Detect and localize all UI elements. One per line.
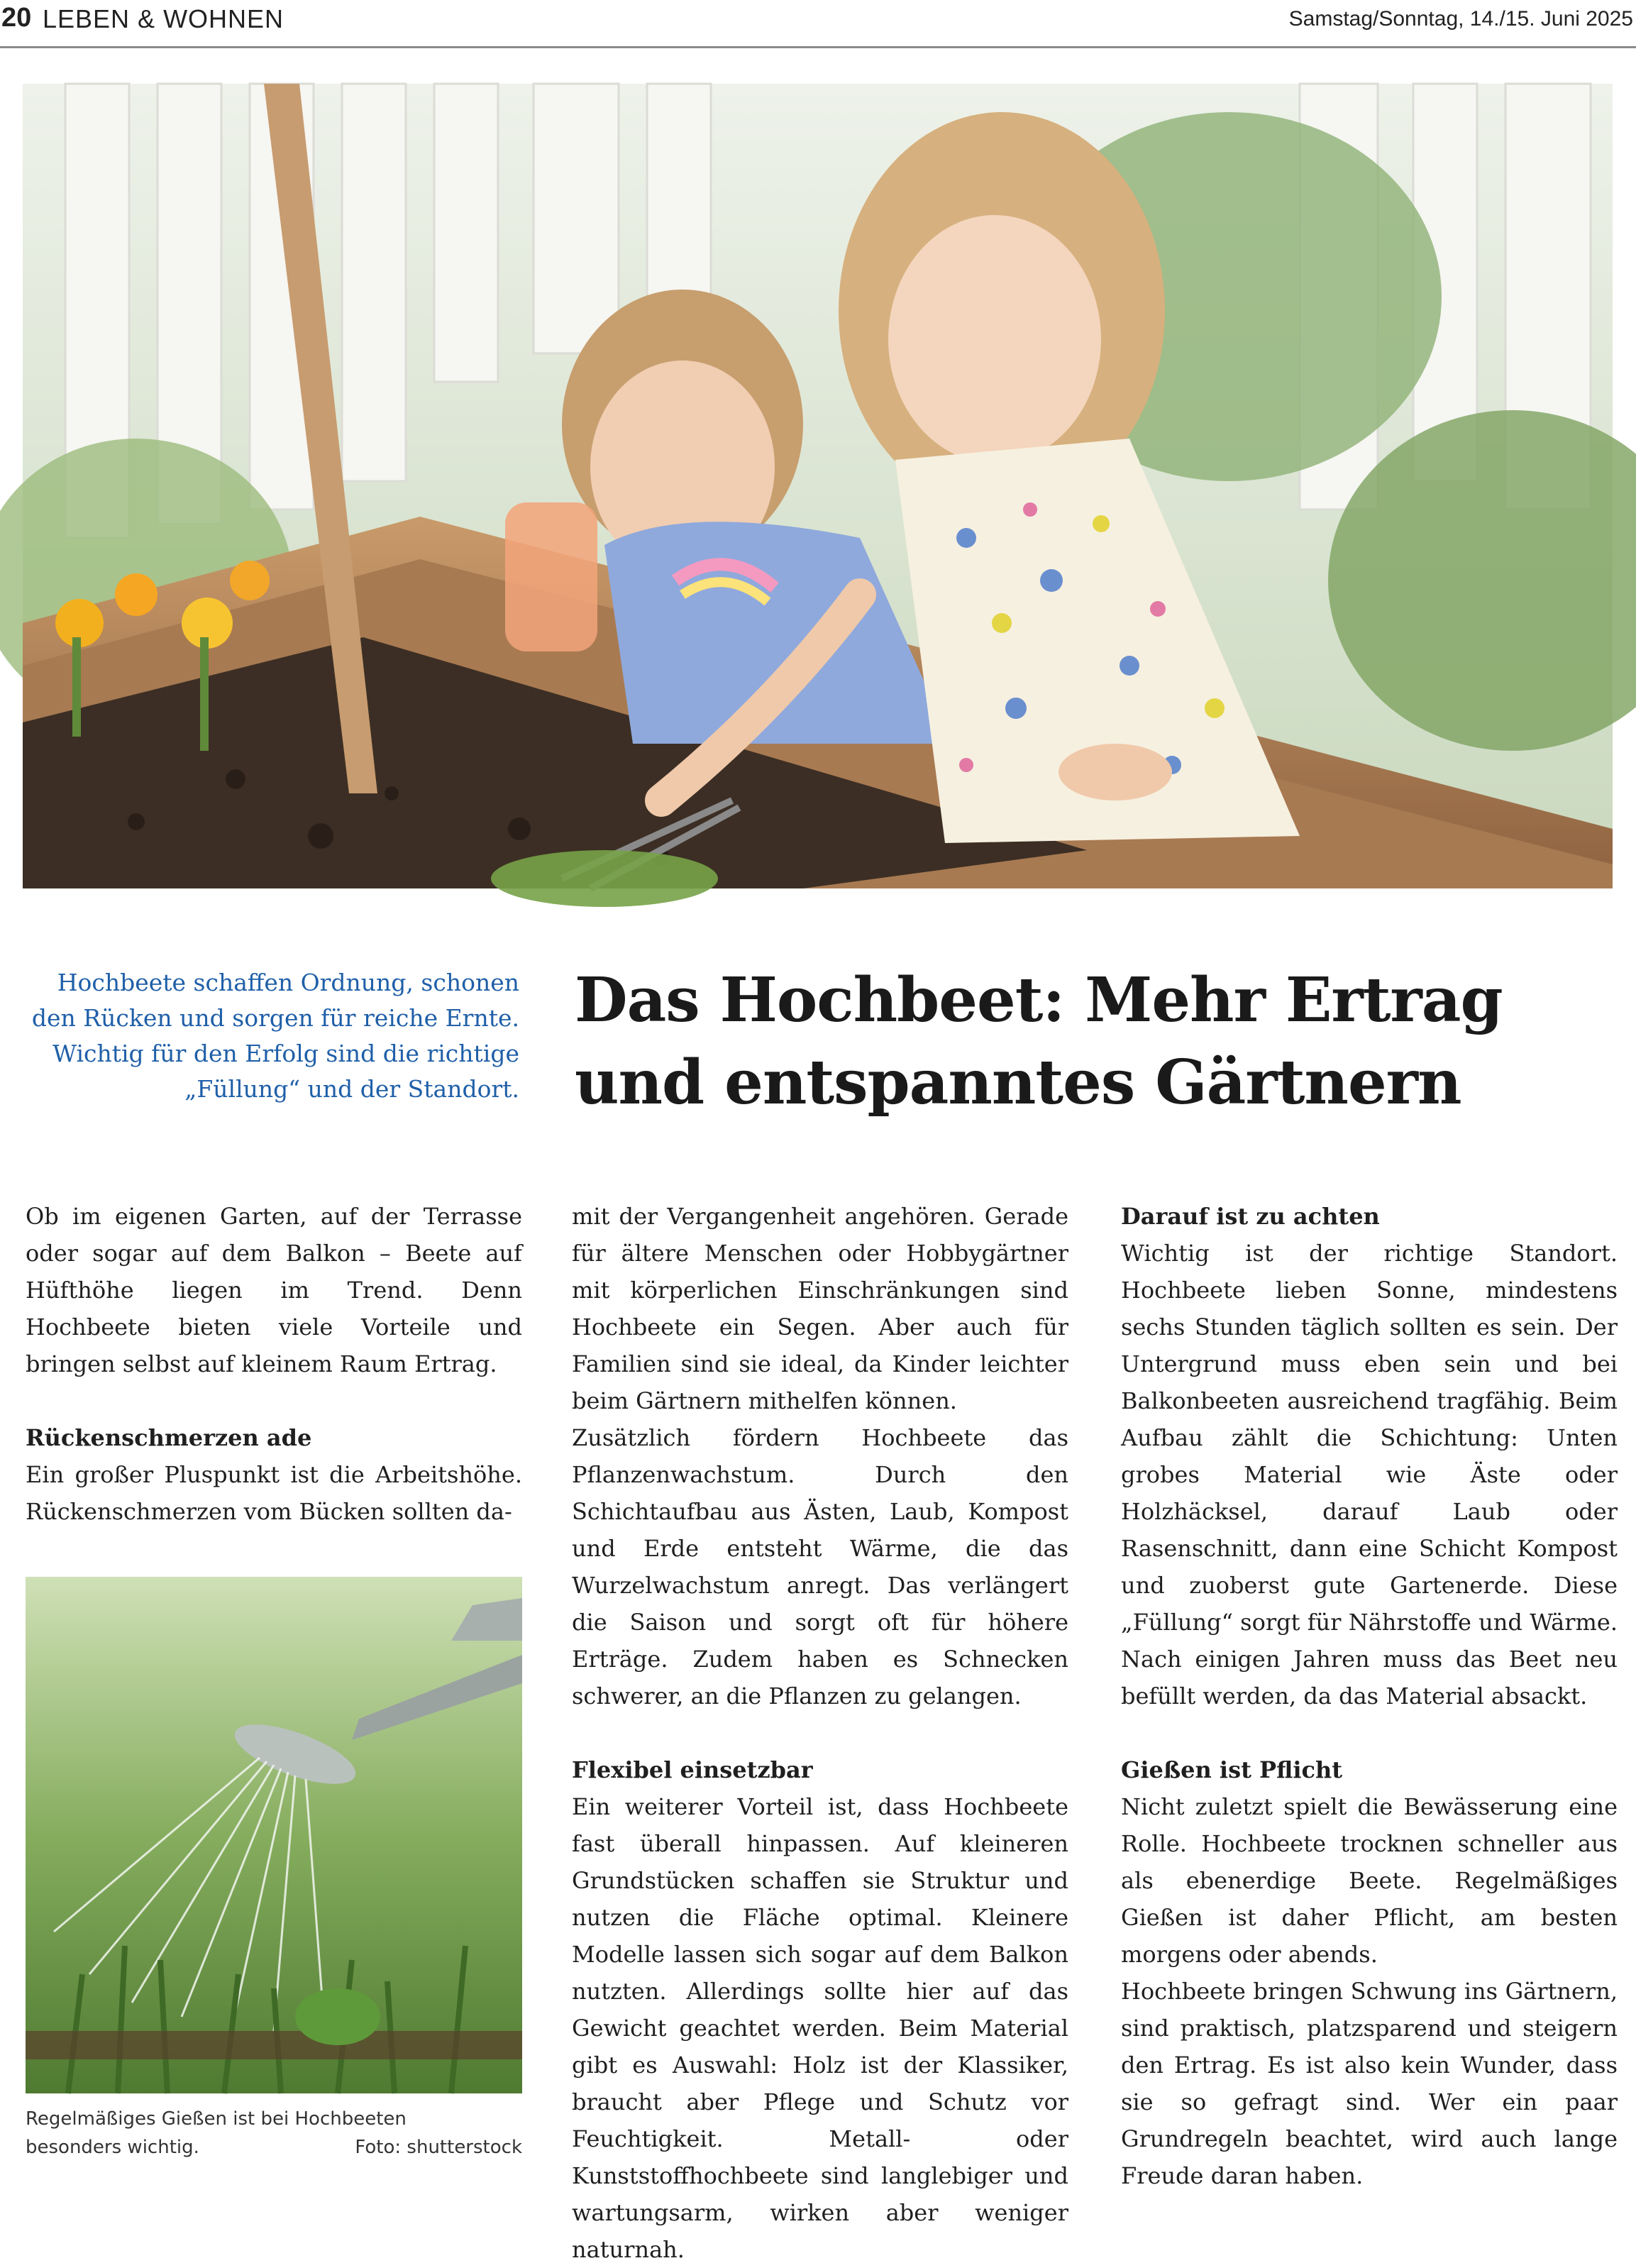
intro-teaser: Hochbeete schaffen Ordnung, schonen den Rücken und sorgen für reiche Ernte. Wichtig für den Erfolg sind die richtige „Füllung“ und der Standort. <box>31 969 519 1103</box>
article-column-3 <box>1121 1198 1618 2194</box>
subheading-giessen: Gießen ist Pflicht <box>1121 1756 1343 1783</box>
raised-bed-children-illustration <box>23 84 1613 888</box>
article-column-1 <box>26 1198 522 1530</box>
paragraph: Hochbeete bringen Schwung ins Gärtnern, sind praktisch, platzsparend und steigern den Ertrag. Es ist also kein Wunder, dass sie so gefragt sind. Wer ein paar Grundregeln beachtet, wird auch lange Freude daran haben. <box>1121 1978 1618 2189</box>
page-number: 20 <box>1 3 32 33</box>
issue-date: Samstag/Sonntag, 14./15. Juni 2025 <box>1288 7 1633 31</box>
article-column-2 <box>572 1198 1068 2268</box>
paragraph: Nicht zuletzt spielt die Bewässerung eine Rolle. Hochbeete trocknen schneller aus als ebenerdige Beete. Regelmäßiges Gießen ist daher Pflicht, am besten morgens oder abends. <box>1121 1793 1618 1968</box>
subheading-flexibel: Flexibel einsetzbar <box>572 1756 813 1783</box>
paragraph: Wichtig ist der richtige Standort. Hochbeete lieben Sonne, mindestens sechs Stunden täglich sollten es sein. Der Untergrund muss eben sein und bei Balkonbeeten ausreichend tragfähig. Beim Aufbau zählt die Schichtung: Unten grobes Material wie Äste oder Holzhäcksel, darauf Laub oder Rasenschnitt, dann eine Schicht Kompost und zuoberst gute Gartenerde. Diese „Füllung“ sorgt für Nährstoffe und Wärme. Nach einigen Jahren muss das Beet neu befüllt werden, da das Material absackt. <box>1121 1240 1618 1710</box>
paragraph: mit der Vergangenheit angehören. Gerade für ältere Menschen oder Hobbygärtner mit körperlichen Einschränkungen sind Hochbeete ein Segen. Aber auch für Familien sind sie ideal, da Kinder leichter beim Gärtnern mithelfen können. <box>572 1203 1068 1414</box>
paragraph: Ein großer Pluspunkt ist die Arbeitshöhe. Rückenschmerzen vom Bücken sollten da- <box>26 1461 522 1525</box>
section-title: LEBEN & WOHNEN <box>43 4 284 33</box>
subheading-darauf-achten: Darauf ist zu achten <box>1121 1203 1380 1230</box>
paragraph: Ob im eigenen Garten, auf der Terrasse oder sogar auf dem Balkon – Beete auf Hüfthöhe liegen im Trend. Denn Hochbeete bieten viele Vorteile und bringen selbst auf kleinem Raum Ertrag. <box>26 1203 522 1377</box>
caption-text: Regelmäßiges Gießen ist bei Hochbeeten besonders wichtig. <box>26 2108 407 2158</box>
page-header <box>0 0 1636 48</box>
photo-caption <box>26 2105 522 2162</box>
subheading-rueckenschmerzen: Rückenschmerzen ade <box>26 1424 312 1451</box>
watering-can-illustration <box>26 1577 522 2093</box>
headline-line-2: und entspanntes Gärtnern <box>575 1047 1461 1118</box>
article-headline <box>575 959 1610 1124</box>
paragraph: Zusätzlich fördern Hochbeete das Pflanzenwachstum. Durch den Schichtaufbau aus Ästen, Laub, Kompost und Erde entsteht Wärme, die das Wurzelwachstum anregt. Das verlängert die Saison und sorgt oft für höhere Erträge. Zudem haben es Schnecken schwerer, an die Pflanzen zu gelangen. <box>572 1424 1068 1710</box>
watering-photo <box>26 1577 522 2093</box>
photo-credit: Foto: shutterstock <box>355 2137 522 2158</box>
hero-photo <box>23 84 1613 888</box>
paragraph: Ein weiterer Vorteil ist, dass Hochbeete fast überall hinpassen. Auf kleineren Grundstücken schaffen sie Struktur und nutzen die Fläche optimal. Kleinere Modelle lassen sich sogar auf dem Balkon nutzten. Allerdings sollte hier auf das Gewicht geachtet werden. Beim Material gibt es Auswahl: Holz ist der Klassiker, braucht aber Pflege und Schutz vor Feuchtigkeit. Metall- oder Kunststoffhochbeete sind langlebiger und wartungsarm, wirken aber weniger naturnah. <box>572 1793 1068 2263</box>
headline-line-1: Das Hochbeet: Mehr Ertrag <box>575 964 1503 1036</box>
